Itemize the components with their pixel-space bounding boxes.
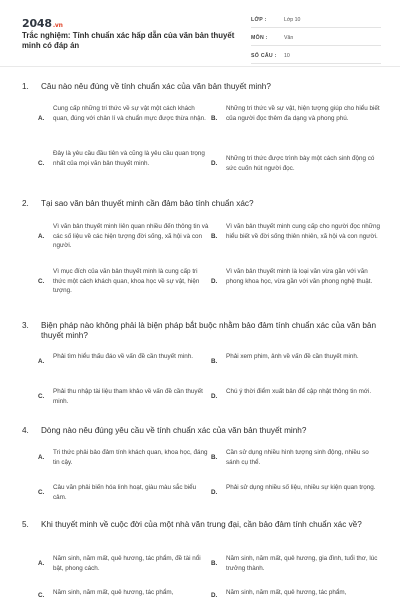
meta-value: Văn xyxy=(284,35,294,41)
question-number: 1. xyxy=(22,82,29,91)
question-number: 4. xyxy=(22,426,29,435)
option-a[interactable] xyxy=(38,222,213,252)
site-logo[interactable] xyxy=(22,17,63,30)
option-b[interactable] xyxy=(211,104,386,134)
meta-row-subject xyxy=(251,33,381,46)
option-b[interactable] xyxy=(211,352,386,372)
option-text: Vì văn bản thuyết minh cung cấp cho người đọc những hiểu biết về đời sống thiên nhiên, xã hội và con người. xyxy=(226,223,380,240)
option-d[interactable] xyxy=(211,154,386,174)
option-letter: C. xyxy=(38,592,45,599)
option-a[interactable] xyxy=(38,104,213,134)
option-text: Năm sinh, năm mất, quê hương, tác phẩm, xyxy=(53,589,174,596)
question-text: Dòng nào nêu đúng yêu cầu về tính chuẩn xác của văn bản thuyết minh? xyxy=(41,426,307,435)
option-text: Phải thu nhập tài liệu tham khảo về vấn đề cần thuyết minh. xyxy=(53,388,203,405)
option-text: Vì văn bản thuyết minh là loại văn vừa gần với văn phong khoa học, vừa gần với văn phong nghệ thuật. xyxy=(226,268,373,285)
logo-text: 2048 xyxy=(22,17,52,30)
option-text: Cung cấp những tri thức về sự vật một cách khách quan, đúng với chân lí và chuẩn mực được thừa nhận. xyxy=(53,105,206,122)
logo-suffix: .vn xyxy=(52,22,63,29)
option-text: Phải xem phim, ảnh về vấn đề cần thuyết minh. xyxy=(226,353,359,360)
header-divider xyxy=(0,66,400,67)
option-c[interactable] xyxy=(38,588,213,598)
option-letter: A. xyxy=(38,233,45,240)
option-text: Những tri thức được trình bày một cách sinh động có sức cuốn hút người đọc. xyxy=(226,155,375,172)
option-text: Cần sử dụng nhiều hình tượng sinh động, nhiều so sánh cụ thể. xyxy=(226,449,369,466)
question-number: 3. xyxy=(22,321,29,330)
meta-value: 10 xyxy=(284,53,290,59)
option-c[interactable] xyxy=(38,387,213,407)
option-text: Phải sử dụng nhiều số liệu, nhiều sự kiện quan trọng. xyxy=(226,484,376,491)
option-letter: A. xyxy=(38,115,45,122)
question-text: Tại sao văn bản thuyết minh cần đảm bảo tính chuẩn xác? xyxy=(41,199,254,208)
option-d[interactable] xyxy=(211,267,386,297)
question-text: Khi thuyết minh về cuộc đời của một nhà văn trung đại, cần bảo đảm tính chuẩn xác về? xyxy=(41,520,362,529)
option-text: Năm sinh, năm mất, quê hương, tác phẩm, xyxy=(226,589,347,596)
option-text: Vì văn bản thuyết minh liên quan nhiều đến thông tin và các số liệu về các hiện tượng đời sống, xã hội và con người. xyxy=(53,223,209,250)
option-letter: A. xyxy=(38,454,45,461)
option-text: Phải tìm hiểu thấu đáo về vấn đề cần thuyết minh. xyxy=(53,353,194,360)
meta-value: Lớp 10 xyxy=(284,17,301,23)
option-letter: D. xyxy=(211,489,218,496)
option-letter: B. xyxy=(211,358,218,365)
page-header xyxy=(0,0,400,64)
option-c[interactable] xyxy=(38,483,213,503)
option-letter: D. xyxy=(211,278,218,285)
option-b[interactable] xyxy=(211,222,386,252)
option-letter: B. xyxy=(211,115,218,122)
option-letter: B. xyxy=(211,560,218,567)
meta-label: SỐ CÂU : xyxy=(251,53,277,59)
meta-row-class xyxy=(251,15,381,28)
option-letter: C. xyxy=(38,489,45,496)
option-d[interactable] xyxy=(211,387,386,407)
option-letter: C. xyxy=(38,160,45,167)
option-text: Chú ý thời điểm xuất bản để cập nhật thông tin mới. xyxy=(226,388,372,395)
option-text: Năm sinh, năm mất, quê hương, tác phẩm, đề tài nổi bật, phong cách. xyxy=(53,555,201,572)
option-b[interactable] xyxy=(211,448,386,468)
option-a[interactable] xyxy=(38,554,213,574)
question-text: Câu nào nêu đúng về tính chuẩn xác của văn bản thuyết minh? xyxy=(41,82,271,91)
option-letter: B. xyxy=(211,233,218,240)
option-letter: B. xyxy=(211,454,218,461)
meta-label: LỚP : xyxy=(251,17,267,23)
option-text: Năm sinh, năm mất, quê hương, gia đình, tuổi thơ, lúc trưởng thành. xyxy=(226,555,378,572)
option-c[interactable] xyxy=(38,267,213,297)
option-letter: C. xyxy=(38,393,45,400)
option-text: Câu văn phải biến hóa linh hoạt, giàu màu sắc biểu cảm. xyxy=(53,484,197,501)
option-c[interactable] xyxy=(38,149,213,179)
option-letter: A. xyxy=(38,560,45,567)
option-a[interactable] xyxy=(38,352,213,372)
option-text: Vì mục đích của văn bản thuyết minh là cung cấp tri thức một cách khách quan, khoa học về sự vật, hiện tượng. xyxy=(53,268,200,295)
option-letter: A. xyxy=(38,358,45,365)
page-title: Trắc nghiệm: Tính chuẩn xác hấp dẫn của văn bản thuyết minh có đáp án xyxy=(22,31,235,50)
option-d[interactable] xyxy=(211,483,386,503)
option-text: Tri thức phải bảo đảm tính khách quan, khoa học, đáng tin cậy. xyxy=(53,449,208,466)
option-text: Đây là yêu cầu đầu tiên và cũng là yêu cầu quan trọng nhất của mọi văn bản thuyết minh. xyxy=(53,150,205,167)
option-b[interactable] xyxy=(211,554,386,574)
option-letter: C. xyxy=(38,278,45,285)
meta-label: MÔN : xyxy=(251,35,268,41)
question-number: 5. xyxy=(22,520,29,529)
quiz-meta xyxy=(251,15,381,69)
option-letter: D. xyxy=(211,393,218,400)
question-number: 2. xyxy=(22,199,29,208)
option-letter: D. xyxy=(211,160,218,167)
option-a[interactable] xyxy=(38,448,213,468)
option-letter: D. xyxy=(211,592,218,599)
question-text: Biện pháp nào không phải là biện pháp bắt buộc nhằm bảo đảm tính chuẩn xác của văn bản thuyết minh? xyxy=(41,321,377,340)
option-d[interactable] xyxy=(211,588,386,598)
meta-row-count xyxy=(251,51,381,64)
option-text: Những tri thức về sự vật, hiện tượng giúp cho hiểu biết của người đọc thêm đa dạng và phong phú. xyxy=(226,105,380,122)
